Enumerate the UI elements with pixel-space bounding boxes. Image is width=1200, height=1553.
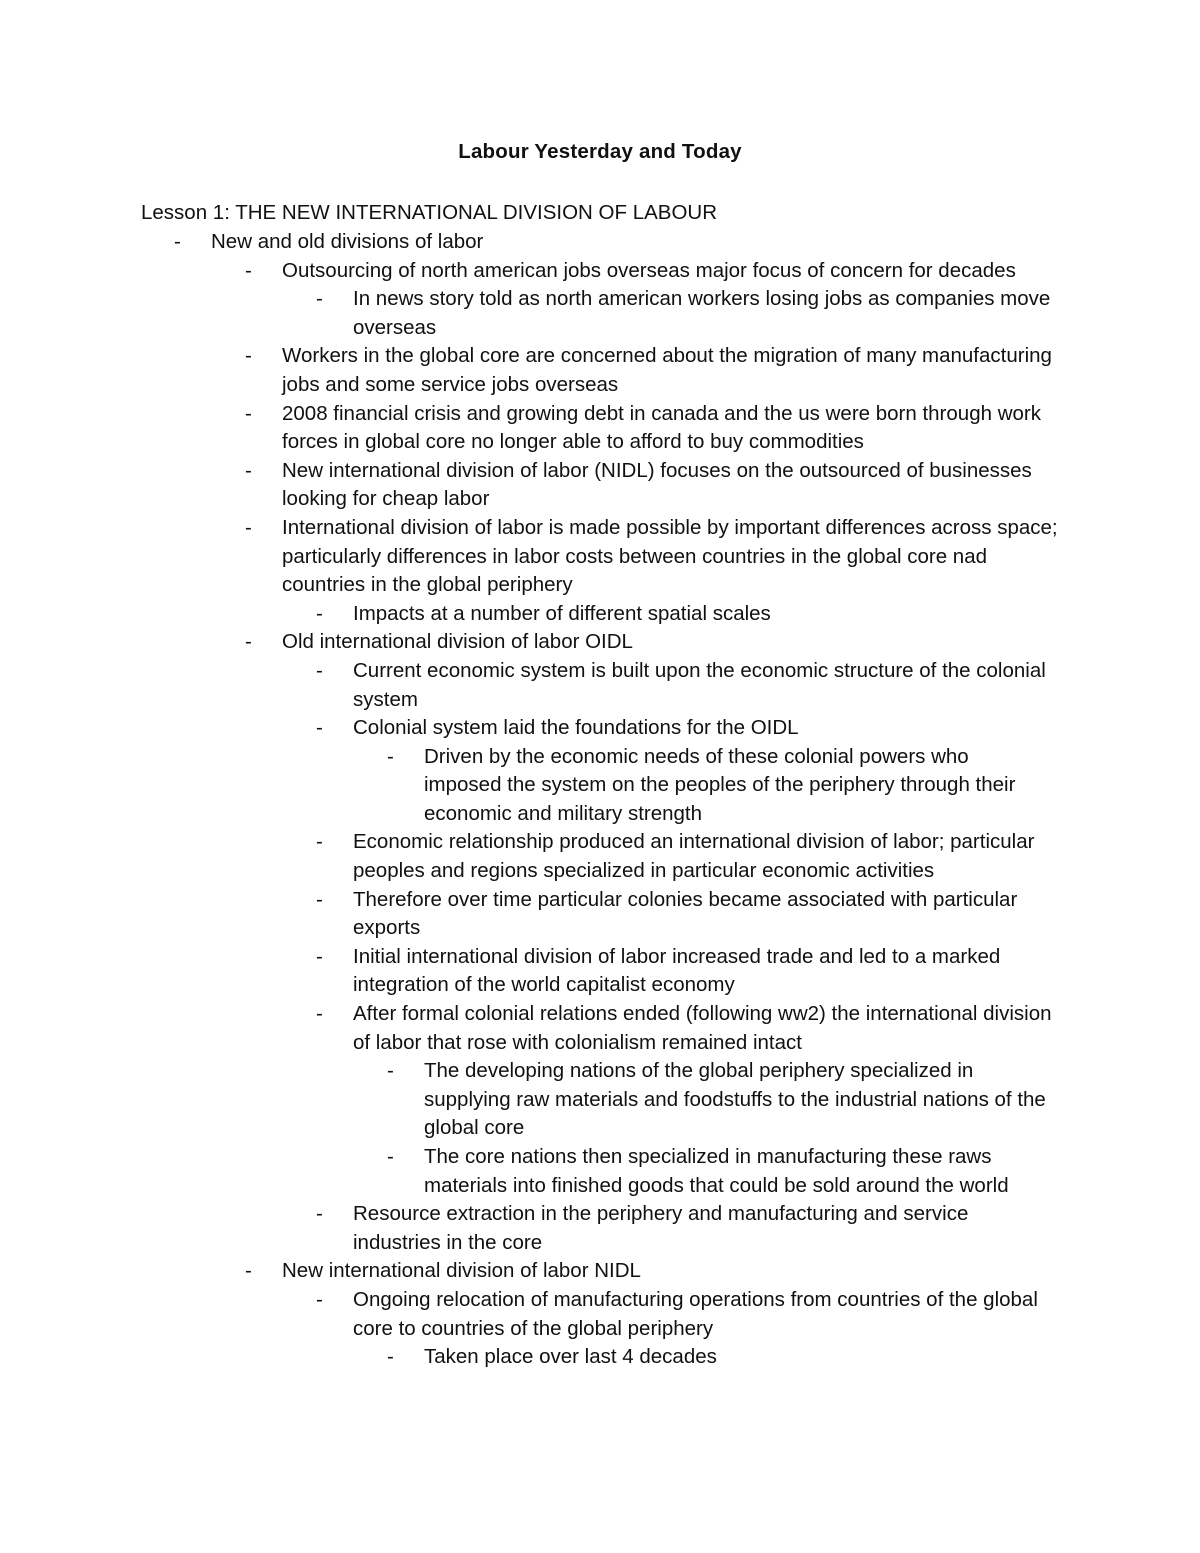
bullet-dash: -	[316, 287, 323, 311]
bullet-dash: -	[316, 601, 323, 625]
outline-item	[0, 714, 1200, 743]
outline-item	[0, 1257, 1200, 1286]
outline-item	[0, 285, 1200, 342]
outline-item	[0, 342, 1200, 399]
bullet-dash: -	[316, 716, 323, 740]
outline-item	[0, 257, 1200, 286]
outline-item-text: 2008 financial crisis and growing debt in canada and the us were born through work forces in global core no longer able to afford to buy commodities	[282, 401, 1041, 454]
outline-item-text: Initial international division of labor increased trade and led to a marked integration of the world capitalist economy	[353, 944, 1001, 997]
outline-item	[0, 1143, 1200, 1200]
outline-item	[0, 828, 1200, 885]
outline-item	[0, 886, 1200, 943]
bullet-dash: -	[316, 944, 323, 968]
bullet-dash: -	[174, 230, 181, 253]
outline-item-text: Workers in the global core are concerned about the migration of many manufacturing jobs and some service jobs overseas	[282, 344, 1052, 396]
outline-item	[0, 514, 1200, 600]
bullet-dash: -	[316, 1287, 323, 1311]
outline-item-text: Old international division of labor OIDL	[282, 630, 633, 654]
outline-item-text: The core nations then specialized in manufacturing these raws materials into finished goods that could be sold around the world	[424, 1145, 1009, 1197]
bullet-dash: -	[245, 515, 252, 539]
outline-item-text: Impacts at a number of different spatial scales	[353, 601, 771, 625]
outline-item	[0, 1343, 1200, 1372]
outline-item	[0, 400, 1200, 457]
outline-item-text: The developing nations of the global periphery specialized in supplying raw materials and foodstuffs to the industrial nations of the global core	[424, 1059, 1046, 1140]
outline-item-text: Therefore over time particular colonies became associated with particular exports	[353, 887, 1018, 940]
bullet-dash: -	[387, 744, 394, 768]
outline-item-text: Current economic system is built upon the economic structure of the colonial system	[353, 658, 1046, 711]
bullet-dash: -	[316, 887, 323, 911]
outline-item	[0, 1200, 1200, 1257]
lesson-heading: Lesson 1: THE NEW INTERNATIONAL DIVISION OF LABOUR	[141, 201, 718, 224]
outline-item-text: In news story told as north american workers losing jobs as companies move overseas	[353, 287, 1051, 339]
bullet-dash: -	[245, 630, 252, 654]
outline-item-text: New and old divisions of labor	[211, 230, 484, 253]
outline-item-text: Driven by the economic needs of these colonial powers who imposed the system on the peoples of the periphery through their economic and military strength	[424, 744, 1016, 825]
outline-item-text: New international division of labor (NIDL) focuses on the outsourced of businesses looking for cheap labor	[282, 458, 1032, 511]
outline-item	[0, 1000, 1200, 1057]
outline-item-text: Resource extraction in the periphery and manufacturing and service industries in the core	[353, 1202, 969, 1254]
bullet-dash: -	[245, 458, 252, 482]
outline-item	[0, 228, 1200, 257]
bullet-dash: -	[316, 1202, 323, 1226]
bullet-dash: -	[316, 1002, 323, 1026]
outline-item-text: After formal colonial relations ended (following ww2) the international division of labor that rose with colonialism remained intact	[353, 1002, 1052, 1054]
bullet-dash: -	[245, 258, 252, 282]
outline-item-text: Colonial system laid the foundations for the OIDL	[353, 716, 799, 740]
outline-item	[0, 943, 1200, 1000]
bullet-dash: -	[245, 401, 252, 425]
outline-item-text: New international division of labor NIDL	[282, 1259, 641, 1283]
bullet-dash: -	[387, 1059, 394, 1083]
outline-item-text: Economic relationship produced an international division of labor; particular peoples and regions specialized in particular economic activities	[353, 830, 1035, 883]
bullet-dash: -	[316, 658, 323, 682]
outline-item	[0, 743, 1200, 829]
outline-item	[0, 1286, 1200, 1343]
bullet-dash: -	[245, 344, 252, 368]
bullet-dash: -	[316, 830, 323, 854]
outline-item-text: Outsourcing of north american jobs overseas major focus of concern for decades	[282, 258, 1016, 282]
outline-item	[0, 657, 1200, 714]
outline-item-text: Taken place over last 4 decades	[424, 1345, 717, 1369]
document-title: Labour Yesterday and Today	[458, 140, 742, 163]
bullet-outline	[0, 228, 1200, 1372]
outline-item	[0, 628, 1200, 657]
outline-item-text: International division of labor is made possible by important differences across space; particularly differences in labor costs between countries in the global core nad countries in the global periphery	[282, 515, 1058, 597]
bullet-dash: -	[387, 1145, 394, 1168]
outline-item	[0, 600, 1200, 629]
outline-item	[0, 1057, 1200, 1143]
outline-item	[0, 457, 1200, 514]
bullet-dash: -	[387, 1345, 394, 1369]
outline-item-text: Ongoing relocation of manufacturing operations from countries of the global core to countries of the global periphery	[353, 1287, 1038, 1340]
bullet-dash: -	[245, 1259, 252, 1283]
